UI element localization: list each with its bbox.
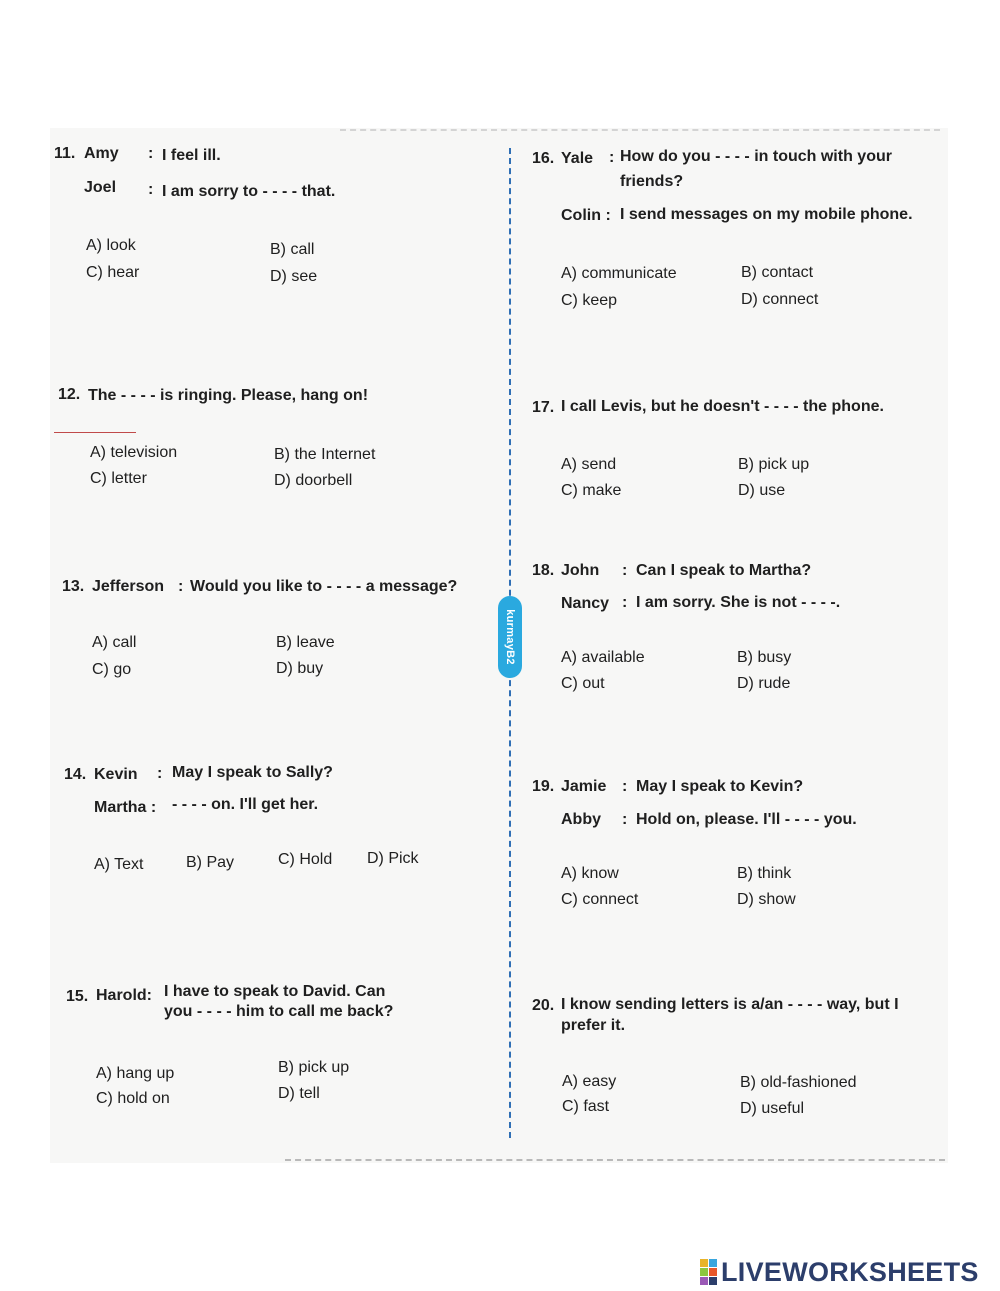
option-c[interactable]: C) hold on [96,1090,170,1107]
option-b[interactable]: B) Pay [186,854,235,871]
option-b[interactable]: B) contact [741,264,814,281]
option-d[interactable]: D) use [738,482,786,499]
option-b[interactable]: B) old-fashioned [740,1074,857,1091]
option-d[interactable]: D) Pick [367,850,419,867]
speaker: Abby [561,811,601,828]
question-text: friends? [620,173,684,190]
speaker: Colin : [561,207,611,224]
option-c[interactable]: C) go [92,661,132,678]
question-text: I send messages on my mobile phone. [620,206,913,223]
question-number: 16. [532,150,555,167]
separator: : [609,149,615,166]
option-c[interactable]: C) hear [86,264,140,281]
option-d[interactable]: D) buy [276,660,324,677]
option-d[interactable]: D) rude [737,675,791,692]
speaker: Kevin [94,766,138,783]
speaker: Joel [84,179,117,196]
bottom-divider [285,1159,945,1161]
option-d[interactable]: D) show [737,891,796,908]
separator: : [148,181,154,198]
option-b[interactable]: B) leave [276,634,335,651]
speaker: Amy [84,145,119,162]
question-text: I am sorry to - - - - that. [162,183,336,200]
option-d[interactable]: D) tell [278,1085,320,1102]
option-a[interactable]: A) look [86,237,136,254]
speaker: Nancy [561,595,610,612]
question-text: I call Levis, but he doesn't - - - - the phone. [561,398,884,415]
option-a[interactable]: A) call [92,634,137,651]
speaker: Martha : [94,799,157,816]
option-d[interactable]: D) useful [740,1100,805,1117]
question-text: prefer it. [561,1017,626,1034]
question-number: 20. [532,997,555,1014]
separator: : [148,145,154,162]
option-b[interactable]: B) the Internet [274,446,376,463]
option-a[interactable]: A) send [561,456,617,473]
option-a[interactable]: A) television [90,444,178,461]
question-text: I am sorry. She is not - - - -. [636,594,841,611]
option-b[interactable]: B) think [737,865,792,882]
option-a[interactable]: A) easy [562,1073,617,1090]
question-number: 18. [532,562,555,579]
separator: : [622,594,628,611]
speaker: Jefferson [92,578,165,595]
question-text: May I speak to Kevin? [636,778,804,795]
speaker: John [561,562,600,579]
question-text: I feel ill. [162,147,221,164]
question-number: 14. [64,766,87,783]
question-text: I have to speak to David. Can [164,983,386,1000]
speaker: Jamie [561,778,607,795]
option-c[interactable]: C) make [561,482,622,499]
option-d[interactable]: D) see [270,268,318,285]
speaker: Yale [561,150,594,167]
option-d[interactable]: D) connect [741,291,819,308]
option-a[interactable]: A) hang up [96,1065,175,1082]
option-a[interactable]: A) know [561,865,619,882]
top-divider [340,129,940,131]
option-b[interactable]: B) pick up [278,1059,350,1076]
question-text: Hold on, please. I'll - - - - you. [636,811,857,828]
option-c[interactable]: C) keep [561,292,618,309]
option-d[interactable]: D) doorbell [274,472,353,489]
question-text: How do you - - - - in touch with your [620,148,892,165]
publisher-badge: kurmayB2 [498,596,522,678]
option-c[interactable]: C) out [561,675,605,692]
option-c[interactable]: C) connect [561,891,639,908]
separator: : [622,811,628,828]
question-number: 15. [66,988,89,1005]
option-c[interactable]: C) letter [90,470,147,487]
question-text: May I speak to Sally? [172,764,333,781]
separator: : [178,578,184,595]
question-number: 13. [62,578,85,595]
question-number: 11. [54,145,76,162]
separator: : [622,562,628,579]
question-text: you - - - - him to call me back? [164,1003,394,1020]
pen-mark [54,432,136,433]
separator: : [622,778,628,795]
option-a[interactable]: A) communicate [561,265,677,282]
speaker: Harold: [96,987,152,1004]
question-text: The - - - - is ringing. Please, hang on! [88,387,369,404]
option-b[interactable]: B) pick up [738,456,810,473]
separator: : [157,765,163,782]
question-text: Can I speak to Martha? [636,562,812,579]
logo-icon [700,1259,717,1285]
option-a[interactable]: A) available [561,649,645,666]
question-text: Would you like to - - - - a message? [190,578,458,595]
option-a[interactable]: A) Text [94,856,144,873]
option-b[interactable]: B) busy [737,649,792,666]
question-text: I know sending letters is a/an - - - - way, but I [561,996,899,1013]
logo-text: LIVEWORKSHEETS [721,1256,979,1287]
option-b[interactable]: B) call [270,241,315,258]
option-c[interactable]: C) fast [562,1098,610,1115]
question-text: - - - - on. I'll get her. [172,796,319,813]
question-number: 19. [532,778,555,795]
question-number: 17. [532,399,555,416]
question-number: 12. [58,386,81,403]
liveworksheets-logo[interactable] [700,1255,979,1289]
option-c[interactable]: C) Hold [278,851,333,868]
